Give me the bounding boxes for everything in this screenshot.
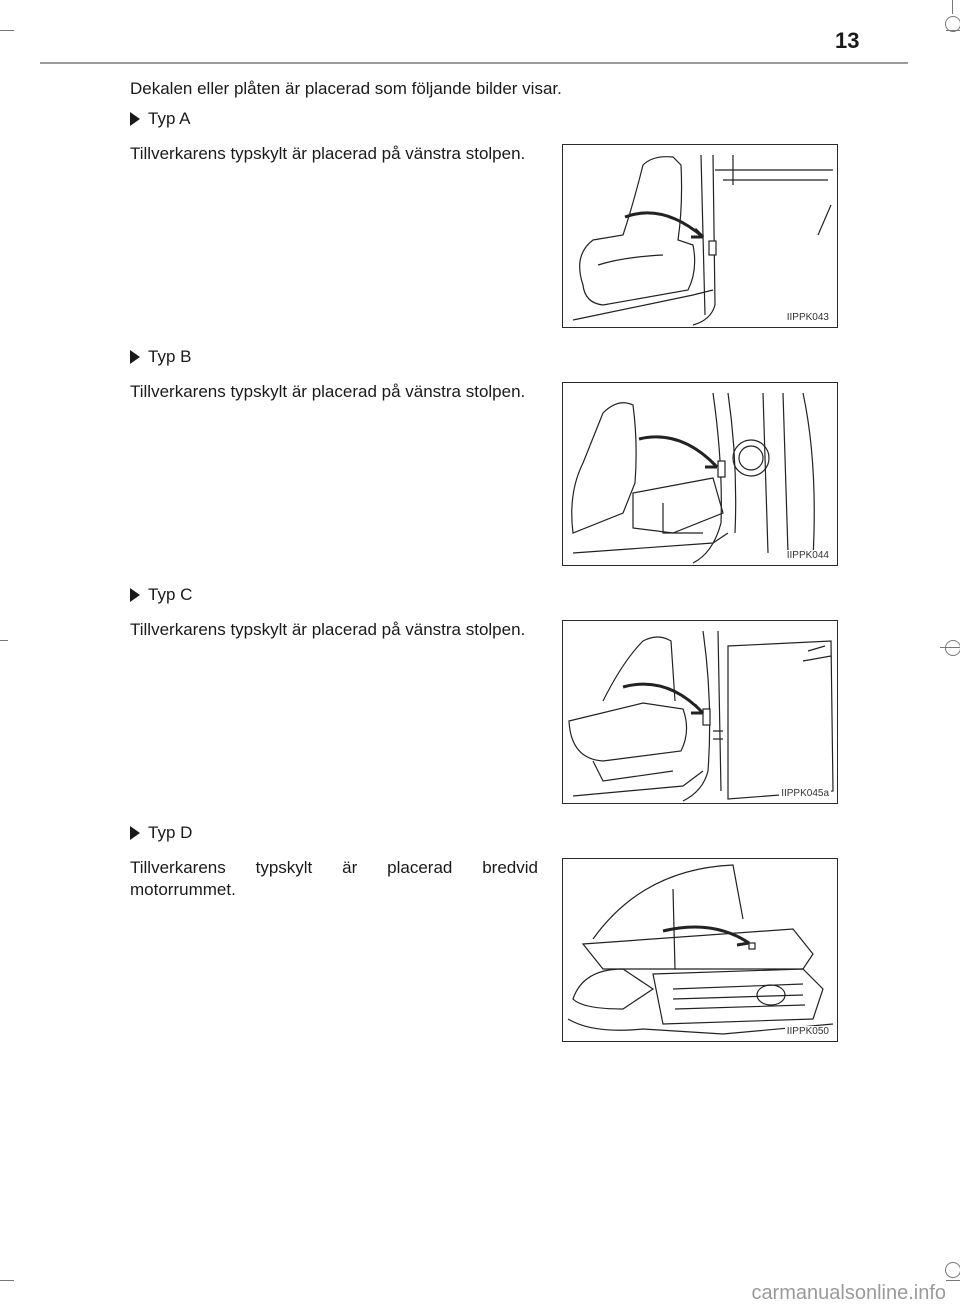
figure-code: IIPPK050 (786, 1026, 829, 1037)
type-b-heading (130, 346, 191, 368)
type-d-heading-label: Typ D (148, 823, 193, 842)
figure-type-a (562, 144, 838, 328)
registration-mark-icon (945, 640, 960, 656)
figure-type-d (562, 858, 838, 1042)
type-c-heading-label: Typ C (148, 585, 193, 604)
header-rule (40, 62, 908, 64)
type-d-heading (130, 822, 192, 844)
triangle-bullet-icon (130, 588, 140, 602)
triangle-bullet-icon (130, 350, 140, 364)
pointer-arrow-icon (623, 684, 703, 713)
intro-text: Dekalen eller plåten är placerad som följande bilder visar. (130, 79, 562, 98)
type-b-description: Tillverkarens typskylt är placerad på vänstra stolpen. (130, 382, 526, 401)
crop-mark (940, 647, 960, 648)
figure-type-b (562, 382, 838, 566)
crop-mark (946, 1280, 960, 1281)
type-c-heading (130, 584, 192, 606)
page-number: 13 (835, 28, 860, 53)
crop-mark (0, 1280, 14, 1281)
pointer-arrow-icon (663, 927, 749, 945)
crop-mark (0, 640, 8, 641)
type-d-description: Tillverkarens typskylt är placerad bredvid motorrummet. (130, 858, 538, 899)
pointer-arrow-icon (639, 437, 717, 467)
figure-code: IIPPK045a (781, 788, 829, 799)
watermark: carmanualsonline.info (751, 1282, 946, 1304)
type-a-heading (130, 108, 191, 130)
type-a-heading-label: Typ A (148, 109, 191, 128)
crop-mark (0, 30, 14, 31)
registration-mark-icon (945, 1262, 960, 1278)
figure-code: IIPPK043 (786, 312, 829, 323)
type-c-description: Tillverkarens typskylt är placerad på vänstra stolpen. (130, 620, 526, 639)
triangle-bullet-icon (130, 112, 140, 126)
registration-mark-icon (945, 16, 960, 32)
figure-code: IIPPK044 (786, 550, 829, 561)
pointer-arrow-icon (625, 213, 703, 237)
type-a-description: Tillverkarens typskylt är placerad på vänstra stolpen. (130, 144, 526, 163)
crop-mark (952, 0, 953, 14)
triangle-bullet-icon (130, 826, 140, 840)
figure-type-c (562, 620, 838, 804)
type-b-heading-label: Typ B (148, 347, 192, 366)
